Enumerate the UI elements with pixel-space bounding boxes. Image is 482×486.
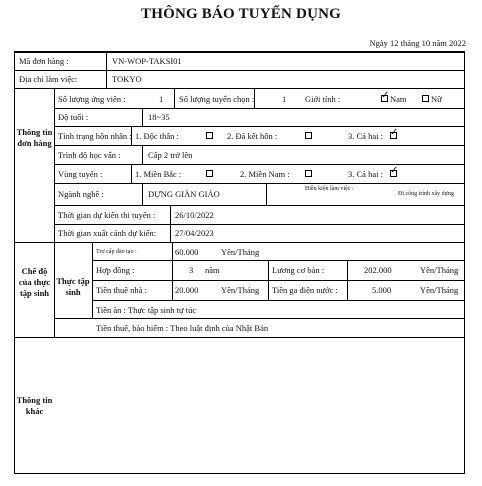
region-south-checkbox[interactable] — [305, 170, 312, 177]
selected-label: Số lượng tuyển chọn : — [179, 94, 255, 104]
gender-female-label: Nữ — [431, 94, 442, 104]
region-option-north: 1. Miền Bắc : — [135, 169, 182, 179]
gender-female-checkbox[interactable] — [422, 95, 429, 102]
age-label: Độ tuổi : — [58, 112, 89, 122]
work-location-label: Địa chỉ làm việc: — [19, 74, 78, 84]
departure-value: 27/04/2023 — [175, 228, 214, 238]
recruitment-table — [14, 51, 465, 474]
other-info-content[interactable] — [55, 338, 463, 473]
gender-male-label: Nam — [390, 94, 407, 104]
marital-label: Tình trạng hôn nhân : — [58, 131, 132, 141]
marital-married-checkbox[interactable] — [305, 132, 312, 139]
rent-value: 20.000 — [175, 285, 199, 295]
region-option-both: 3. Cả hai : — [348, 169, 383, 179]
marital-option-single: 1. Độc thân : — [135, 131, 179, 141]
intern-benefits-section-label: Chế độ của thực tập sinh — [18, 266, 51, 298]
salary-label: Lương cơ bản : — [272, 265, 325, 275]
region-option-south: 2. Miền Nam : — [240, 169, 290, 179]
order-code-label: Mã đơn hàng : — [19, 56, 69, 66]
check-mark-icon: ✓ — [381, 90, 390, 101]
marital-option-married: 2. Đã kết hôn : — [227, 131, 278, 141]
exam-date-label: Thời gian dự kiến thi tuyển : — [58, 210, 156, 220]
work-location-value: TOKYO — [112, 74, 142, 84]
region-north-checkbox[interactable] — [206, 170, 213, 177]
contract-unit: năm — [205, 265, 220, 275]
exam-date-value: 26/10/2022 — [175, 210, 214, 220]
marital-option-both: 3. Cả hai : — [348, 131, 383, 141]
occupation-value: DỰNG GIÀN GIÁO — [148, 189, 220, 199]
page-title: THÔNG BÁO TUYỂN DỤNG — [141, 6, 341, 22]
education-label: Trình độ học vấn : — [58, 150, 121, 160]
contract-value: 3 — [189, 265, 194, 275]
utilities-value: 5.000 — [372, 285, 392, 295]
notice-date: Ngày 12 tháng 10 năm 2022 — [369, 38, 466, 48]
training-allowance-unit: Yên/Tháng — [221, 247, 260, 257]
utilities-label: Tiền ga điện nước : — [272, 285, 338, 295]
other-info-section-label: Thông tin khác — [16, 395, 53, 416]
training-allowance-value: 60.000 — [175, 247, 199, 257]
training-allowance-label: Trợ cấp đào tạo : — [96, 249, 137, 255]
education-value: Cấp 2 trở lên — [148, 150, 193, 160]
utilities-unit: Yên/Tháng — [420, 285, 459, 295]
check-mark-icon: ✓ — [390, 165, 399, 176]
salary-unit: Yên/Tháng — [420, 265, 459, 275]
conditions-label: Điều kiện làm việc : — [305, 186, 354, 192]
gender-label: Giới tính : — [305, 94, 341, 104]
rent-label: Tiền thuê nhà : — [96, 285, 147, 295]
salary-value: 202.000 — [364, 265, 392, 275]
contract-label: Hợp đồng : — [96, 265, 135, 275]
applicants-label: Số lượng ứng viên : — [58, 94, 126, 104]
rent-unit: Yên/Tháng — [221, 285, 260, 295]
order-code-value: VN-WOP-TAKSI01 — [112, 56, 182, 66]
age-value: 18~35 — [148, 112, 170, 122]
intern-sub-label: Thực tập sinh — [56, 276, 90, 297]
applicants-value: 1 — [159, 94, 164, 104]
order-info-section-label: Thông tin đơn hàng — [16, 127, 53, 148]
meals-text: Tiền ăn : Thực tập sinh tự túc — [96, 305, 197, 315]
check-mark-icon: ✓ — [390, 127, 399, 138]
selected-value: 1 — [282, 94, 287, 104]
marital-single-checkbox[interactable] — [206, 132, 213, 139]
conditions-value: Đi công trình xây dựng — [398, 191, 454, 197]
insurance-text: Tiền thuế, bảo hiểm : Theo luật định của Nhật Bản — [96, 323, 269, 333]
region-label: Vùng tuyển : — [58, 169, 103, 179]
occupation-label: Ngành nghề : — [58, 189, 104, 199]
departure-label: Thời gian xuất cảnh dự kiến: — [58, 228, 157, 238]
